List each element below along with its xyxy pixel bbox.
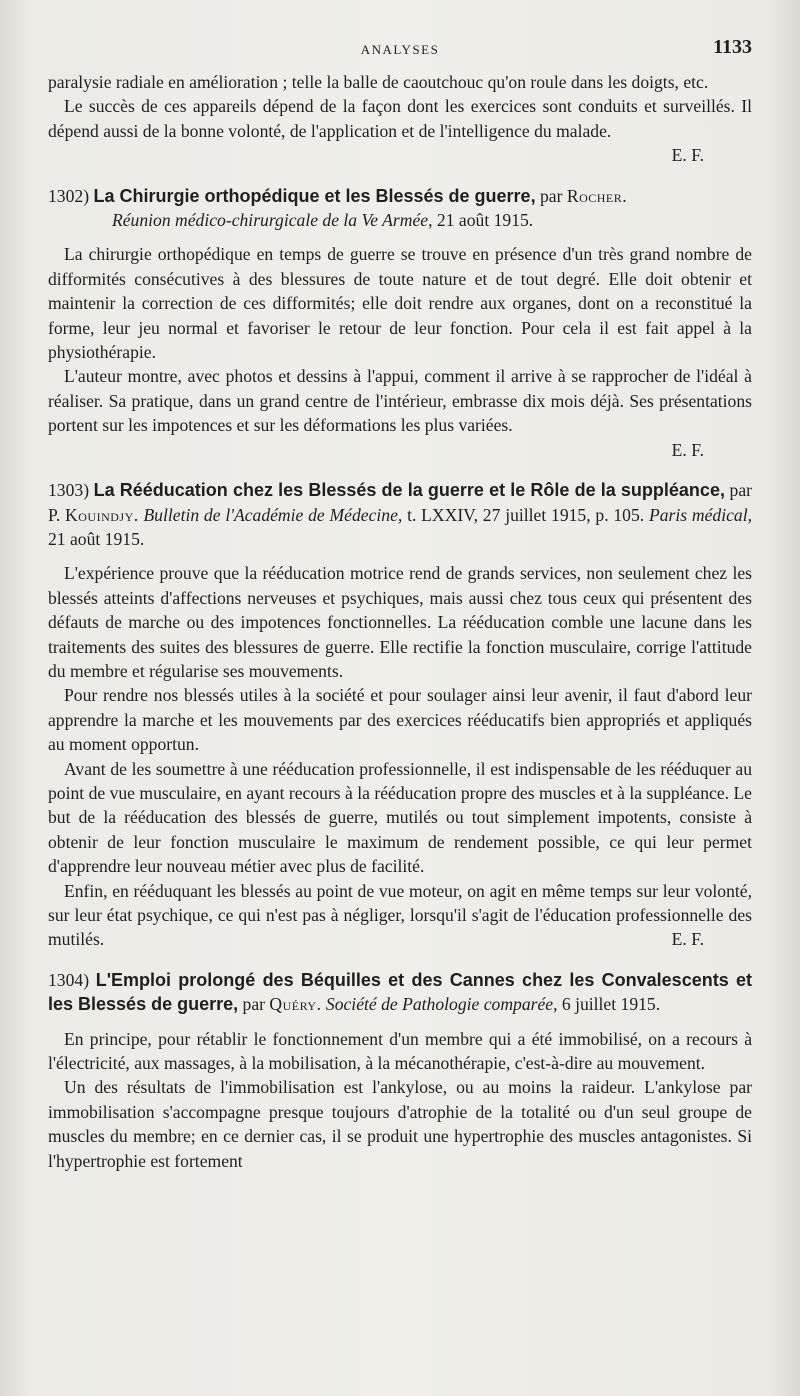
page-number: 1133 — [713, 36, 752, 58]
entry-title: La Chirurgie orthopédique et les Blessés de guerre, — [93, 185, 536, 206]
entry-date: 6 juillet 1915. — [561, 994, 661, 1015]
entry-number: 1303) — [48, 480, 90, 501]
entry-date: 21 août 1915. — [436, 210, 534, 231]
entry-by: par — [539, 185, 563, 206]
signature: E. F. — [671, 145, 704, 166]
running-head: ANALYSES — [360, 42, 440, 57]
entry-author: Quéry. — [269, 994, 322, 1015]
entry-author: Kouindjy. — [65, 504, 139, 525]
entry-by: par — [242, 994, 265, 1015]
body-paragraph: Un des résultats de l'immobilisation est l'ankylose, ou au moins la raideur. L'ankylose par immobilisation s'accompagne presque toujours d'atrophie de la totalité ou d'un seul groupe de muscles du membre; en ce dernier cas, il se produit une hypertrophie des muscles antagonistes. Si l'hypertrophie est fortement — [48, 1077, 752, 1171]
body-paragraph: L'auteur montre, avec photos et dessins à l'appui, comment il arrive à se rapprocher de l'idéal à réaliser. Sa pratique, dans un grand centre de l'intérieur, embrasse dix mois déjà. Ses présentations portent sur les impotences et sur les déformations les plus variées. — [48, 366, 752, 436]
entry-body-1302 — [48, 242, 752, 462]
entry-body-1303 — [48, 561, 752, 952]
entry-title: L'Emploi prolongé des Béquilles et des Cannes chez les Convalescents et les Blessés de guerre, — [48, 969, 752, 1015]
body-paragraph: L'expérience prouve que la rééducation motrice rend de grands services, non seulement chez les blessés atteints d'affections nerveuses et psychiques, mais aussi chez tous ceux qui présentent des défauts de marche ou des impotences fonctionnelles. La rééducation comble une lacune dans les traitements des suites des blessures de guerre. Elle rectifie la fonction musculaire, corrige l'attitude du membre et régularise ses mouvements. — [48, 563, 752, 681]
entry-heading-1304 — [48, 968, 752, 1017]
body-paragraph — [48, 879, 752, 952]
signature: E. F. — [671, 439, 704, 460]
entry-details: t. LXXIV, 27 juillet 1915, p. 105. — [407, 504, 645, 525]
entry-source-2: Paris médical, — [648, 504, 752, 525]
entry-source: Société de Pathologie comparée, — [325, 994, 558, 1015]
body-paragraph: En principe, pour rétablir le fonctionnement d'un membre qui a été immobilisé, on a recours à l'électricité, aux massages, à la mobilisation, à la mécanothérapie, c'est-à-dire au mouvement. — [48, 1028, 752, 1074]
entry-source: Bulletin de l'Académie de Médecine, — [143, 504, 403, 525]
entry-by: par P. — [48, 480, 752, 525]
signature: E. F. — [671, 929, 704, 950]
entry-source-line — [48, 208, 752, 232]
body-paragraph-text: Enfin, en rééduquant les blessés au point de vue moteur, on agit en même temps sur leur volonté, sur leur état psychique, ce qui n'est pas à négliger, lorsqu'il s'agit de l'éducation professionnelle des mutilés. — [48, 880, 752, 950]
entry-heading-1303 — [48, 478, 752, 551]
body-paragraph: Pour rendre nos blessés utiles à la société et pour soulager ainsi leur avenir, il faut d'abord leur apprendre la marche et les mouvements par des exercices rééducatifs bien appropriés et appliqués au moment opportun. — [48, 685, 752, 755]
entry-source: Réunion médico-chirurgicale de la Ve Armée, — [112, 210, 433, 231]
entry-heading-1302 — [48, 184, 752, 233]
entry-date: 21 août 1915. — [48, 528, 145, 549]
entry-body-1304 — [48, 1027, 752, 1173]
body-paragraph: La chirurgie orthopédique en temps de guerre se trouve en présence d'un très grand nombre de difformités consécutives à des blessures de toute nature et de tout degré. Elle doit obtenir et maintenir la correction de ces difformités; elle doit rendre aux organes, dont on a reconstitué la forme, leur jeu normal et favoriser le retour de leur fonction. Pour cela il est fait appel à la physiothérapie. — [48, 244, 752, 363]
intro-paragraph: Le succès de ces appareils dépend de la façon dont les exercices sont conduits et surveillés. Il dépend aussi de la bonne volonté, de l'application et de l'intelligence du malade. — [48, 96, 752, 141]
body-paragraph: Avant de les soumettre à une rééducation professionnelle, il est indispensable de les rééduquer au point de vue musculaire, en ayant recours à la rééducation propre des muscles et à la suppléance. Le but de la rééducation des blessés de guerre, mutilés ou tout simplement impotents, consiste à obtenir de leur fonction musculaire le maximum de rendement possible, ce qui leur permet d'apprendre leur nouveau métier avec plus de facilité. — [48, 758, 752, 877]
entry-author: Rocher. — [566, 185, 628, 206]
page-header — [48, 34, 752, 70]
intro-paragraph: paralysie radiale en amélioration ; telle la balle de caoutchouc qu'on roule dans les doigts, etc. — [48, 72, 709, 92]
entry-number: 1304) — [48, 969, 90, 990]
entry-title: La Rééducation chez les Blessés de la guerre et le Rôle de la suppléance, — [93, 480, 725, 501]
entry-number: 1302) — [48, 185, 90, 206]
